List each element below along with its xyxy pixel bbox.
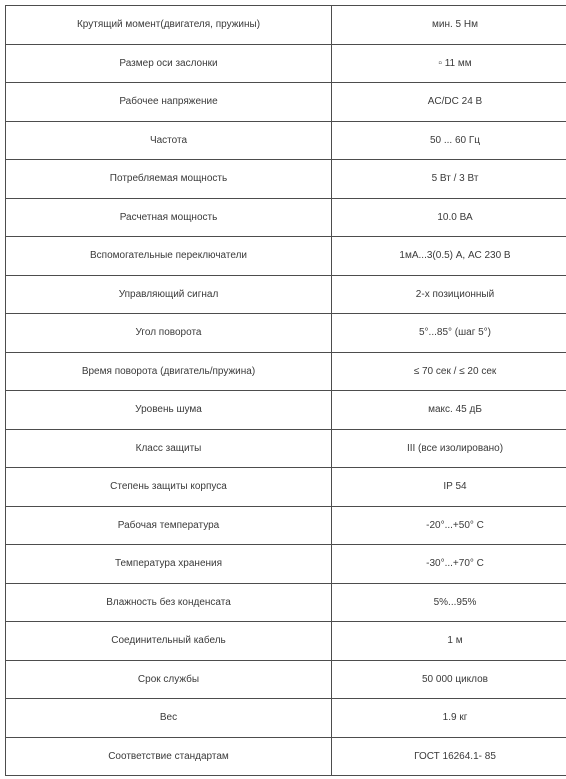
param-cell: Время поворота (двигатель/пружина) (6, 352, 332, 391)
value-cell: мин. 5 Нм (332, 6, 566, 45)
value-cell: 2-х позиционный (332, 275, 566, 314)
param-cell: Срок службы (6, 660, 332, 699)
param-cell: Влажность без конденсата (6, 583, 332, 622)
param-cell: Размер оси заслонки (6, 44, 332, 83)
value-cell: ≤ 70 сек / ≤ 20 сек (332, 352, 566, 391)
table-row (6, 160, 566, 199)
table-row (6, 583, 566, 622)
param-cell: Расчетная мощность (6, 198, 332, 237)
param-cell: Угол поворота (6, 314, 332, 353)
table-row (6, 545, 566, 584)
table-row (6, 429, 566, 468)
value-cell: -30°...+70° С (332, 545, 566, 584)
table-row (6, 622, 566, 661)
param-cell: Управляющий сигнал (6, 275, 332, 314)
value-cell: 50 000 циклов (332, 660, 566, 699)
param-cell: Степень защиты корпуса (6, 468, 332, 507)
value-cell: ▫ 11 мм (332, 44, 566, 83)
table-row (6, 44, 566, 83)
value-cell: 1мА...3(0.5) А, АС 230 В (332, 237, 566, 276)
value-cell: 50 ... 60 Гц (332, 121, 566, 160)
param-cell: Крутящий момент(двигателя, пружины) (6, 6, 332, 45)
value-cell: 5 Вт / 3 Вт (332, 160, 566, 199)
value-cell: -20°...+50° С (332, 506, 566, 545)
table-row (6, 391, 566, 430)
param-cell: Соединительный кабель (6, 622, 332, 661)
value-cell: IP 54 (332, 468, 566, 507)
param-cell: Вес (6, 699, 332, 738)
param-cell: Класс защиты (6, 429, 332, 468)
table-row (6, 6, 566, 45)
table-row (6, 237, 566, 276)
value-cell: 5°...85° (шаг 5°) (332, 314, 566, 353)
table-row (6, 660, 566, 699)
table-row (6, 275, 566, 314)
value-cell: III (все изолировано) (332, 429, 566, 468)
table-row (6, 352, 566, 391)
table-row (6, 314, 566, 353)
value-cell: 1.9 кг (332, 699, 566, 738)
param-cell: Рабочее напряжение (6, 83, 332, 122)
table-row (6, 83, 566, 122)
param-cell: Уровень шума (6, 391, 332, 430)
param-cell: Частота (6, 121, 332, 160)
param-cell: Потребляемая мощность (6, 160, 332, 199)
value-cell: макс. 45 дБ (332, 391, 566, 430)
table-row (6, 737, 566, 776)
value-cell: 1 м (332, 622, 566, 661)
value-cell: 10.0 ВА (332, 198, 566, 237)
table-row (6, 506, 566, 545)
table-row (6, 468, 566, 507)
param-cell: Соответствие стандартам (6, 737, 332, 776)
value-cell: 5%...95% (332, 583, 566, 622)
param-cell: Рабочая температура (6, 506, 332, 545)
param-cell: Вспомогательные переключатели (6, 237, 332, 276)
value-cell: AC/DC 24 В (332, 83, 566, 122)
table-row (6, 198, 566, 237)
value-cell: ГОСТ 16264.1- 85 (332, 737, 566, 776)
table-row (6, 699, 566, 738)
param-cell: Температура хранения (6, 545, 332, 584)
spec-table-body (6, 6, 566, 776)
table-row (6, 121, 566, 160)
spec-table (5, 5, 566, 776)
